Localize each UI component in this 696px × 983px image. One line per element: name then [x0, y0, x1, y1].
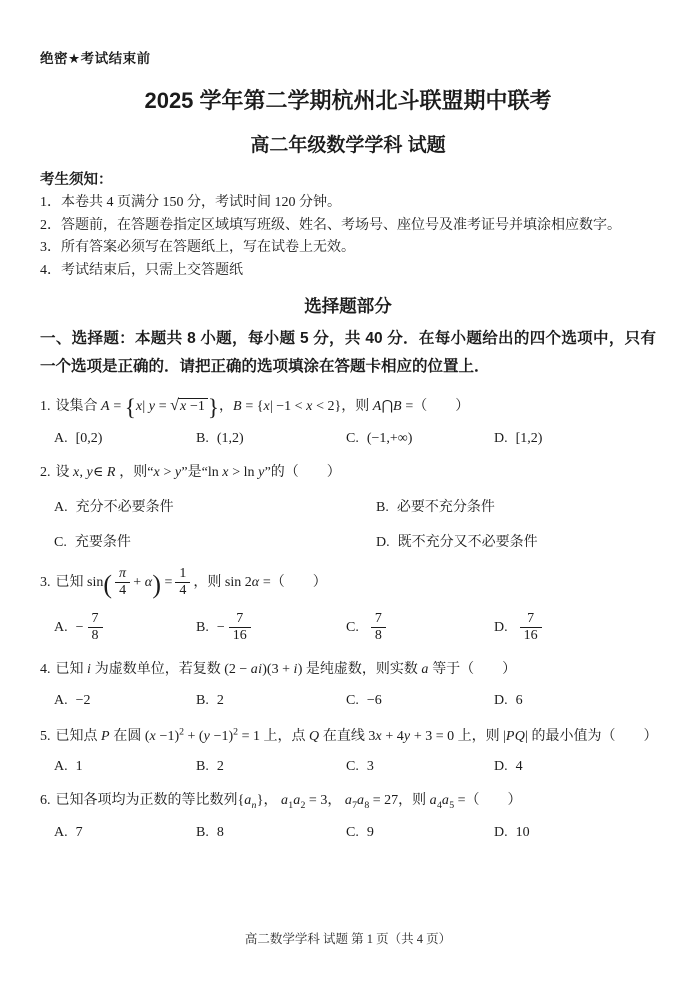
question-5-option-d — [494, 759, 656, 775]
option-value: 10 — [515, 825, 530, 841]
question-1-options — [40, 431, 656, 447]
question-2-stem — [40, 462, 656, 484]
q5-stem-text: 已知点 P 在圆 $(x -1)^2 + (y -1)^2 = 1$ 上，点 Q 在直线 3x + 4y + 3 = 0 上，则 |PQ| 的最小值为（ ） — [55, 725, 658, 744]
sqrt-radicand: x −1 — [178, 398, 208, 416]
question-6-option-c — [346, 825, 494, 841]
notice-item-4: 4．考试结束后，只需上交答题纸 — [40, 262, 243, 278]
left-paren: ( — [103, 569, 112, 599]
fraction-denominator: 8 — [371, 627, 386, 644]
question-4 — [40, 659, 656, 709]
q2-stem-text: 设 x, y∈ R ，则“x > y”是“ln x > ln y”的（ ） — [55, 465, 341, 481]
question-5 — [40, 724, 656, 775]
question-4-option-a — [54, 693, 196, 709]
fraction-numerator: π — [118, 565, 127, 581]
question-2-option-c — [54, 531, 376, 551]
fraction-numerator: 7 — [527, 611, 535, 627]
question-4-options — [40, 693, 656, 709]
option-value: 既不充分又不必要条件 — [397, 534, 538, 550]
question-number: 5. — [40, 728, 51, 744]
question-4-option-d — [494, 693, 656, 709]
option-label: C. — [346, 692, 359, 708]
sqrt-expression — [170, 399, 208, 414]
question-2-option-d — [376, 531, 656, 551]
fraction-pi-over-4 — [115, 566, 130, 599]
radical-icon: √ — [170, 397, 179, 414]
fraction-numerator: 7 — [374, 611, 382, 627]
right-brace: } — [207, 394, 219, 421]
question-number: 3. — [40, 574, 51, 590]
option-value: 必要不充分条件 — [396, 499, 495, 515]
right-paren: ) — [152, 569, 161, 599]
fraction-denominator: 4 — [175, 582, 190, 599]
question-1-option-d — [494, 431, 656, 447]
option-value: 8 — [216, 825, 224, 841]
equals-sign: = — [164, 574, 173, 590]
classification-label: 绝密★考试结束前 — [40, 51, 151, 66]
question-6 — [40, 790, 656, 841]
option-label: D. — [494, 619, 508, 635]
option-label: C. — [346, 431, 359, 447]
question-4-option-c — [346, 693, 494, 709]
fraction-numerator: 1 — [179, 565, 187, 581]
option-label: A. — [54, 825, 68, 841]
q4-stem-text: 已知 i 为虚数单位，若复数 (2 − ai)(3 + i) 是纯虚数，则实数 a 等于（ ） — [55, 662, 517, 678]
q3-stem-mid: + α — [133, 574, 153, 590]
option-label: A. — [54, 619, 68, 635]
question-3-stem — [40, 566, 656, 599]
fraction-1-over-4 — [175, 566, 190, 599]
option-fraction — [520, 611, 542, 644]
option-value: 1 — [75, 759, 83, 775]
question-5-stem — [40, 724, 656, 747]
question-4-stem — [40, 659, 656, 681]
q1-stem-post: ，B = {x| −1 < x < 2}，则 A⋂B =（ ） — [218, 399, 470, 414]
option-value: 充分不必要条件 — [75, 499, 174, 515]
option-label: B. — [196, 825, 209, 841]
question-3-option-c — [346, 611, 494, 644]
question-1 — [40, 394, 656, 447]
fraction-denominator: 16 — [229, 627, 251, 644]
question-1-option-c — [346, 431, 494, 447]
q1-stem-pre: 设集合 A = — [55, 399, 122, 414]
option-fraction — [371, 611, 386, 644]
question-6-option-d — [494, 825, 656, 841]
question-5-options — [40, 759, 656, 775]
option-label: B. — [196, 431, 209, 447]
question-number: 2. — [40, 465, 51, 481]
q6-stem-text: 已知各项均为正数的等比数列$\{a_n\}$， $a_1a_2 = 3$， $a_7a_8 = 27$，则 $a_4a_5$ =（ ） — [55, 793, 522, 812]
question-5-option-a — [54, 759, 196, 775]
question-2 — [40, 462, 656, 551]
option-label: A. — [54, 692, 68, 708]
option-label: D. — [494, 759, 508, 775]
question-3 — [40, 566, 656, 644]
notice-list — [40, 192, 656, 282]
option-label: A. — [54, 499, 68, 515]
q1-stem-mid: x| y = — [135, 399, 167, 414]
option-fraction — [229, 611, 251, 644]
option-value: 充要条件 — [74, 534, 131, 550]
option-value: 9 — [366, 825, 374, 841]
fraction-denominator: 16 — [520, 627, 542, 644]
option-value: 2 — [216, 692, 224, 708]
candidate-notice — [40, 168, 656, 282]
section-title: 选择题部分 — [304, 296, 392, 316]
option-label: D. — [376, 534, 390, 550]
question-1-option-b — [196, 431, 346, 447]
option-label: C. — [346, 619, 359, 635]
option-value: 3 — [366, 759, 374, 775]
option-value: 6 — [515, 692, 523, 708]
option-label: A. — [54, 431, 68, 447]
option-label: D. — [494, 431, 508, 447]
question-6-stem — [40, 790, 656, 813]
question-3-option-a — [54, 611, 196, 644]
question-2-option-b — [376, 496, 656, 516]
question-2-option-a — [54, 496, 376, 516]
question-3-options — [40, 611, 656, 644]
minus-sign: − — [75, 619, 84, 635]
question-6-options — [40, 825, 656, 841]
fraction-denominator: 8 — [88, 627, 103, 644]
option-value: 4 — [515, 759, 523, 775]
option-value: −6 — [366, 692, 382, 708]
option-value: 2 — [216, 759, 224, 775]
question-3-option-b — [196, 611, 346, 644]
question-5-option-c — [346, 759, 494, 775]
question-number: 1. — [40, 399, 51, 414]
notice-item-3: 3．所有答案必须写在答题纸上，写在试卷上无效。 — [40, 240, 355, 255]
option-label: C. — [54, 534, 67, 550]
question-6-option-a — [54, 825, 196, 841]
option-value: [0,2) — [75, 431, 103, 447]
option-label: B. — [196, 759, 209, 775]
question-5-option-b — [196, 759, 346, 775]
option-fraction — [88, 611, 103, 644]
question-3-option-d — [494, 611, 656, 644]
option-value: 7 — [75, 825, 83, 841]
question-number: 6. — [40, 793, 51, 809]
q3-stem-post: ，则 sin 2α =（ ） — [193, 574, 327, 590]
option-label: A. — [54, 759, 68, 775]
question-4-option-b — [196, 693, 346, 709]
option-label: B. — [196, 619, 209, 635]
exam-subtitle: 高二年级数学学科 试题 — [250, 135, 446, 156]
option-value: [1,2) — [515, 431, 543, 447]
option-value: (1,2) — [216, 431, 244, 447]
q3-stem-pre: 已知 sin — [55, 574, 104, 590]
notice-item-2: 2．答题前，在答题卷指定区域填写班级、姓名、考场号、座位号及准考证号并填涂相应数字。 — [40, 217, 621, 233]
option-label: D. — [494, 825, 508, 841]
option-label: D. — [494, 692, 508, 708]
option-value: (−1,+∞) — [366, 431, 413, 447]
option-label: C. — [346, 825, 359, 841]
question-1-stem — [40, 394, 656, 419]
section-intro: 一、选择题：本题共 8 小题，每小题 5 分，共 40 分．在每小题给出的四个选项中，只有一个选项是正确的．请把正确的选项填涂在答题卡相应的位置上． — [40, 330, 656, 375]
left-brace: { — [124, 394, 136, 421]
option-value: −2 — [75, 692, 91, 708]
minus-sign: − — [216, 619, 225, 635]
option-label: C. — [346, 759, 359, 775]
question-1-option-a — [54, 431, 196, 447]
question-number: 4. — [40, 662, 51, 678]
question-6-option-b — [196, 825, 346, 841]
option-label: B. — [376, 499, 389, 515]
exam-title: 2025 学年第二学期杭州北斗联盟期中联考 — [144, 88, 552, 113]
fraction-denominator: 4 — [115, 582, 130, 599]
notice-item-1: 1．本卷共 4 页满分 150 分，考试时间 120 分钟。 — [40, 195, 341, 210]
option-label: B. — [196, 692, 209, 708]
notice-heading: 考生须知： — [40, 172, 113, 188]
page-footer: 高二数学学科 试题 第 1 页（共 4 页） — [244, 932, 452, 946]
question-2-options — [40, 496, 656, 551]
fraction-numerator: 7 — [91, 611, 99, 627]
fraction-numerator: 7 — [236, 611, 244, 627]
